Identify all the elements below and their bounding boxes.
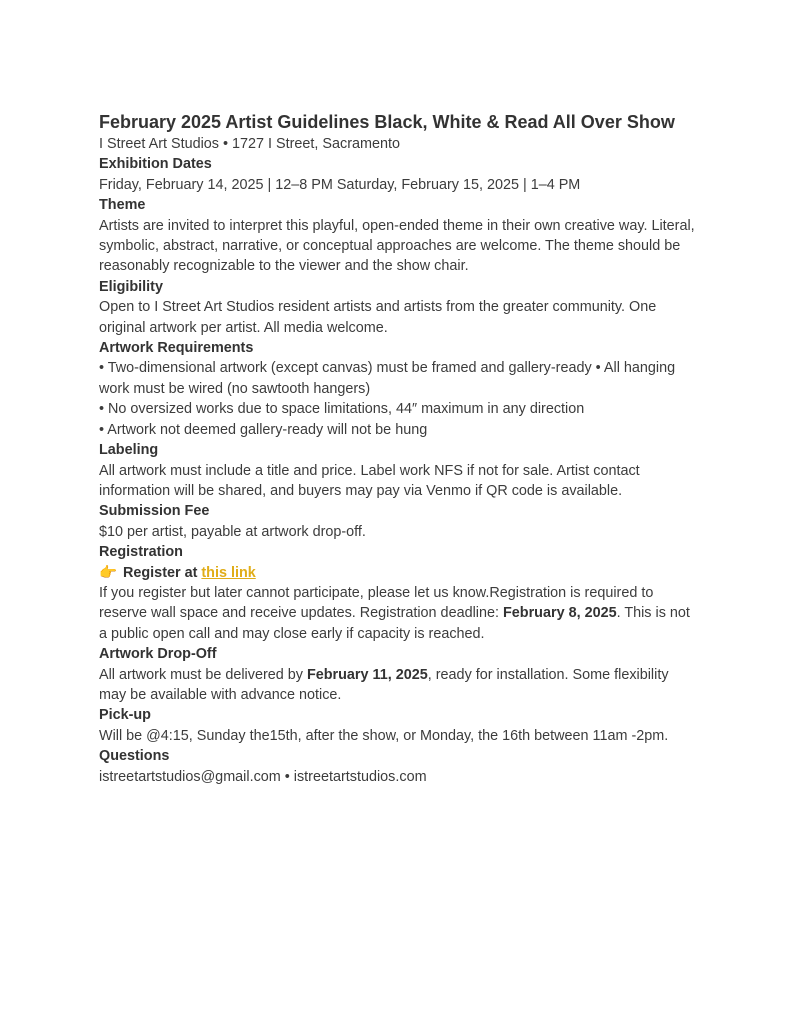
labeling-text: All artwork must include a title and price. Label work NFS if not for sale. Artist contact information will be shared, and buyers may pay via Venmo if QR code is available. xyxy=(99,462,640,499)
contact-info: istreetartstudios@gmail.com • istreetartstudios.com xyxy=(99,768,427,785)
registration-text-after: . This is not a public open call and may close early if capacity is reached. xyxy=(99,605,690,642)
heading-registration: Registration xyxy=(99,544,183,561)
guidelines-document xyxy=(99,110,699,787)
document-title: February 2025 Artist Guidelines Black, White & Read All Over Show xyxy=(99,112,675,132)
section-submission-fee xyxy=(99,501,699,542)
pointing-hand-icon: 👉 xyxy=(99,564,117,581)
drop-off-text xyxy=(99,665,699,706)
drop-off-text-before: All artwork must be delivered by xyxy=(99,666,303,683)
section-artwork-requirements xyxy=(99,338,699,440)
requirement-item: • Artwork not deemed gallery-ready will not be hung xyxy=(99,421,428,438)
registration-link[interactable]: this link xyxy=(201,564,256,581)
registration-text xyxy=(99,583,699,644)
heading-artwork-requirements: Artwork Requirements xyxy=(99,340,254,357)
heading-drop-off: Artwork Drop-Off xyxy=(99,646,217,663)
registration-text-before: If you register but later cannot participate, please let us know.Registration is required to reserve wall space and receive updates. Registration deadline: xyxy=(99,584,654,622)
venue-address: I Street Art Studios • 1727 I Street, Sacramento xyxy=(99,136,401,152)
section-registration xyxy=(99,542,699,644)
section-labeling xyxy=(99,440,699,501)
requirement-item: • Two-dimensional artwork (except canvas) must be framed and gallery-ready • All hanging work must be wired (no sawtooth hangers) xyxy=(99,360,676,397)
section-drop-off xyxy=(99,644,699,705)
section-pick-up xyxy=(99,705,699,746)
submission-fee-text: $10 per artist, payable at artwork drop-off. xyxy=(99,523,366,540)
register-label: Register at xyxy=(123,564,198,581)
register-line xyxy=(99,563,699,583)
heading-submission-fee: Submission Fee xyxy=(99,503,210,520)
heading-labeling: Labeling xyxy=(99,442,159,459)
drop-off-text-after: , ready for installation. Some flexibility may be available with advance notice. xyxy=(99,666,669,703)
section-exhibition-dates xyxy=(99,154,699,195)
eligibility-text: Open to I Street Art Studios resident artists and artists from the greater community. One original artwork per artist. All media welcome. xyxy=(99,299,657,336)
requirement-item: • No oversized works due to space limitations, 44″ maximum in any direction xyxy=(99,401,585,418)
heading-eligibility: Eligibility xyxy=(99,278,163,295)
heading-theme: Theme xyxy=(99,197,146,214)
section-eligibility xyxy=(99,277,699,338)
pick-up-text: Will be @4:15, Sunday the15th, after the show, or Monday, the 16th between 11am -2pm. xyxy=(99,727,669,744)
section-theme xyxy=(99,195,699,277)
drop-off-date: February 11, 2025 xyxy=(306,666,428,683)
exhibition-dates-text: Friday, February 14, 2025 | 12–8 PM Saturday, February 15, 2025 | 1–4 PM xyxy=(99,176,581,193)
heading-pick-up: Pick-up xyxy=(99,707,151,724)
heading-questions: Questions xyxy=(99,748,170,765)
registration-deadline: February 8, 2025 xyxy=(502,605,617,622)
theme-text: Artists are invited to interpret this playful, open-ended theme in their own creative way. Literal, symbolic, abstract, narrative, or conceptual approaches are welcome. The theme should be reasonably recognizable to the viewer and the show chair. xyxy=(99,217,695,275)
section-questions xyxy=(99,746,699,787)
heading-exhibition-dates: Exhibition Dates xyxy=(99,156,212,173)
